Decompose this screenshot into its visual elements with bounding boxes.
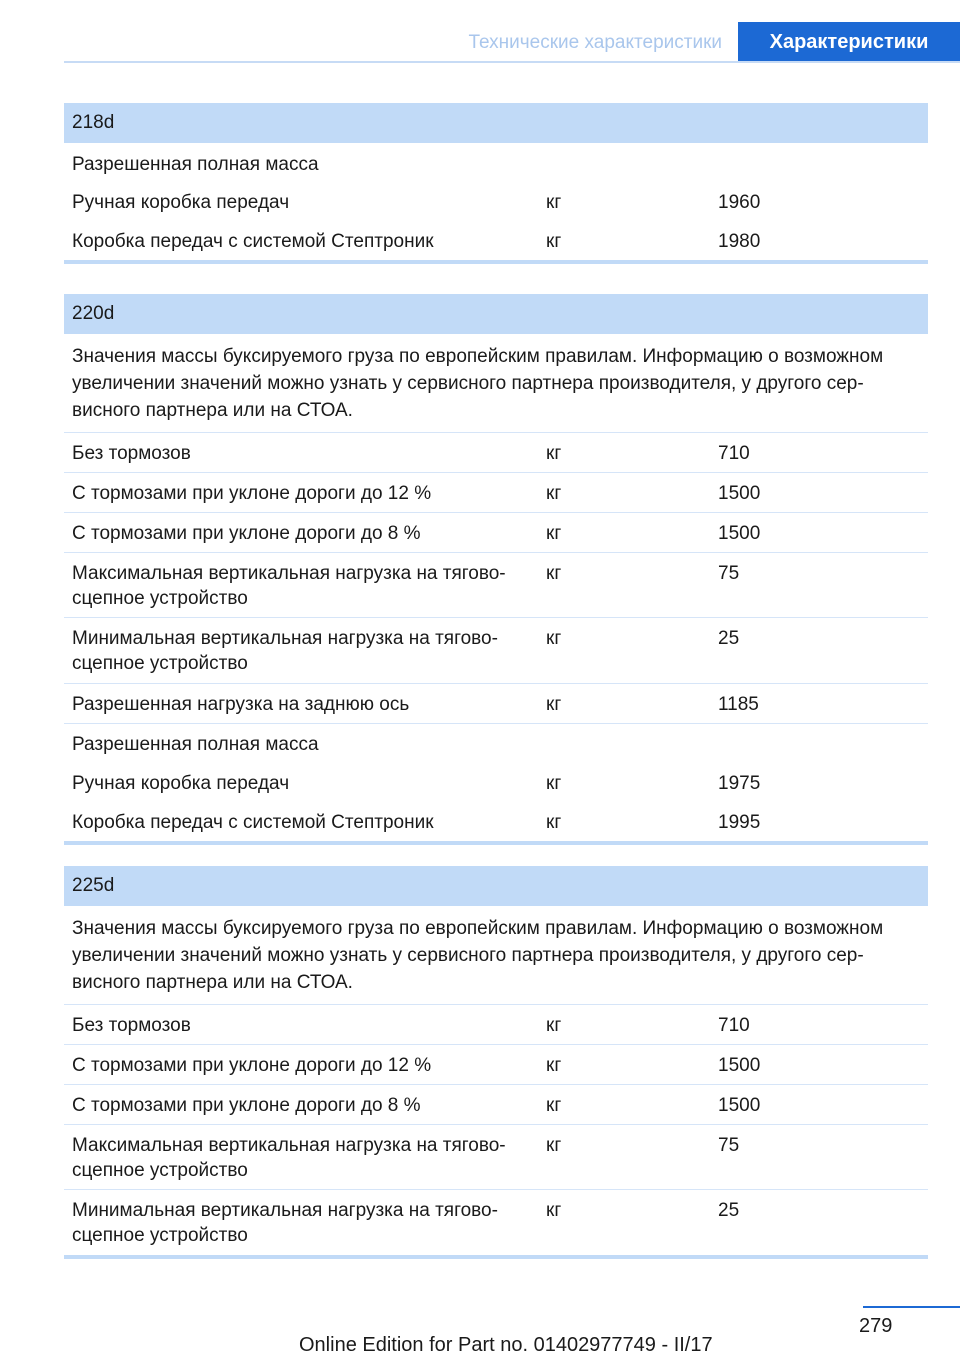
row-value: 75: [718, 563, 740, 584]
row-value: 1500: [718, 523, 761, 544]
table-row: [64, 182, 928, 221]
running-header-chapter-tab: Характеристики: [738, 22, 960, 62]
row-unit: кг: [546, 483, 562, 504]
table-end-rule: [64, 1255, 928, 1259]
row-unit: кг: [546, 523, 562, 544]
table-row: [64, 1085, 928, 1125]
running-header-section: Технические характеристики: [468, 32, 722, 53]
row-value: 1185: [718, 694, 759, 715]
table-row: [64, 473, 928, 513]
row-label: С тормозами при уклоне дороги до 8 %: [72, 523, 421, 544]
row-value: 1500: [718, 483, 761, 504]
row-value: 1975: [718, 773, 761, 794]
row-value: 1500: [718, 1095, 761, 1116]
footer-rule: [863, 1306, 960, 1308]
row-label: Максимальная вертикальная нагрузка на тягово-сцепное устройство: [72, 1135, 506, 1181]
row-unit: кг: [546, 628, 562, 649]
row-label: Разрешенная нагрузка на заднюю ось: [72, 694, 410, 715]
table-row: [64, 1005, 928, 1045]
table-row: [64, 221, 928, 260]
row-unit: кг: [546, 1200, 562, 1221]
row-label: Минимальная вертикальная нагрузка на тягово-сцепное устройство: [72, 628, 498, 674]
row-unit: [540, 732, 712, 763]
row-unit: кг: [546, 1135, 562, 1156]
table-row: [64, 433, 928, 473]
row-value: 710: [718, 443, 750, 464]
table-row: [64, 553, 928, 618]
row-unit: кг: [546, 773, 562, 794]
spec-table-225d: [64, 866, 928, 1259]
row-label: Ручная коробка передач: [72, 773, 290, 794]
table-title: 225d: [64, 866, 928, 906]
row-unit: кг: [546, 231, 562, 252]
table-row: [64, 513, 928, 553]
row-unit: кг: [546, 1015, 562, 1036]
row-label: Коробка передач с системой Стептроник: [72, 231, 434, 252]
edition-note: Online Edition for Part no. 01402977749 - II/17: [299, 1334, 713, 1356]
table-row: [64, 618, 928, 684]
spec-table-218d: [64, 103, 928, 264]
table-title: 220d: [64, 294, 928, 334]
row-value: [712, 152, 928, 182]
row-value: 710: [718, 1015, 750, 1036]
row-label: Ручная коробка передач: [72, 192, 290, 213]
page-number: 279: [859, 1315, 893, 1337]
row-value: [712, 732, 928, 763]
row-value: 25: [718, 628, 740, 649]
row-label: Разрешенная полная масса: [72, 154, 319, 175]
table-row: [64, 763, 928, 802]
table-row: [64, 1190, 928, 1255]
table-row: [64, 724, 928, 763]
row-label: Без тормозов: [72, 1015, 191, 1036]
row-label: С тормозами при уклоне дороги до 12 %: [72, 483, 432, 504]
row-value: 1980: [718, 231, 761, 252]
header-rule: [64, 61, 960, 63]
table-row: [64, 1125, 928, 1190]
row-label: С тормозами при уклоне дороги до 12 %: [72, 1055, 432, 1076]
table-row: [64, 143, 928, 182]
table-row: [64, 1045, 928, 1085]
table-row: [64, 684, 928, 724]
row-unit: кг: [546, 1055, 562, 1076]
row-unit: кг: [546, 563, 562, 584]
table-note: Значения массы буксируемого груза по европейским правилам. Информацию о возможном увеличении значений можно узнать у сервисного партнера производителя, у другого сер-висного партнера или на СТОА.: [64, 334, 928, 433]
row-label: Минимальная вертикальная нагрузка на тягово-сцепное устройство: [72, 1200, 498, 1246]
row-label: Коробка передач с системой Стептроник: [72, 812, 434, 833]
row-label: С тормозами при уклоне дороги до 8 %: [72, 1095, 421, 1116]
row-value: 75: [718, 1135, 740, 1156]
table-row: [64, 802, 928, 841]
table-end-rule: [64, 260, 928, 264]
row-unit: кг: [546, 812, 562, 833]
row-unit: кг: [546, 192, 562, 213]
row-unit: [540, 152, 712, 182]
row-value: 1995: [718, 812, 761, 833]
row-label: Разрешенная полная масса: [72, 734, 319, 755]
row-value: 1500: [718, 1055, 761, 1076]
row-value: 25: [718, 1200, 740, 1221]
row-unit: кг: [546, 694, 562, 715]
table-end-rule: [64, 841, 928, 845]
row-value: 1960: [718, 192, 761, 213]
table-title: 218d: [64, 103, 928, 143]
row-label: Без тормозов: [72, 443, 191, 464]
row-unit: кг: [546, 443, 562, 464]
row-label: Максимальная вертикальная нагрузка на тягово-сцепное устройство: [72, 563, 506, 609]
table-note: Значения массы буксируемого груза по европейским правилам. Информацию о возможном увеличении значений можно узнать у сервисного партнера производителя, у другого сер-висного партнера или на СТОА.: [64, 906, 928, 1005]
row-unit: кг: [546, 1095, 562, 1116]
spec-table-220d: [64, 294, 928, 845]
